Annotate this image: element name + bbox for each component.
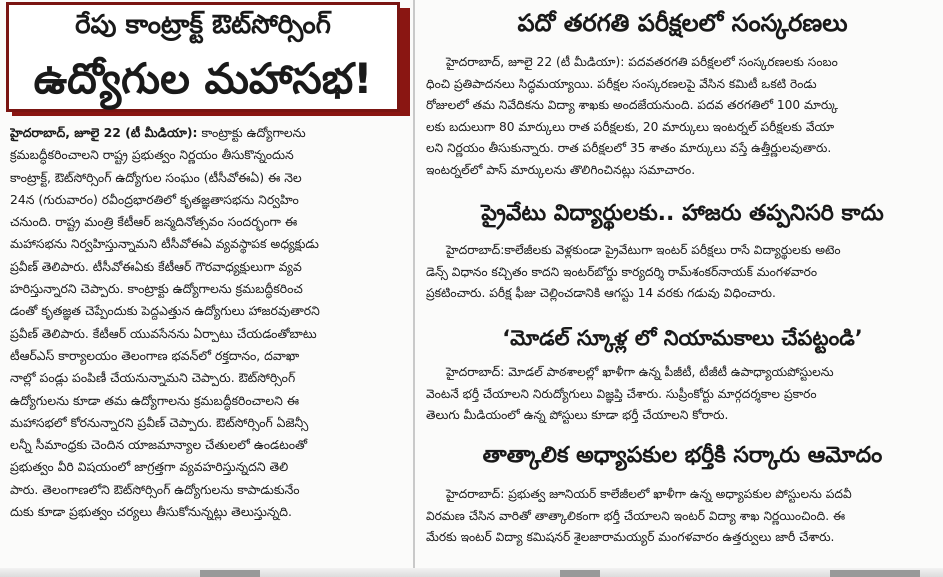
exam-reforms-line: లని నిర్ణయం తీసుకున్నారు. రాత పరీక్షలలో 35 శాతం మార్కులు వస్తే ఉత్తీర్ణులవుతారు. xyxy=(426,141,832,156)
left-story-line: ప్రవీణ్ తెలిపారు. కేటీఆర్ యువసేనను ఏర్పాటు చేయడంతోబాటు xyxy=(10,325,317,341)
left-story-line: నాల్లో పండ్లు పంపిణీ చేయనున్నామని చెప్పారు. ఔట్‌సోర్సింగ్ xyxy=(10,370,296,386)
temp-lecturers-line: విరమణ చేసిన వారితో తాత్కాలికంగా భర్తీ చేయాలని ఇంటర్ విద్యా శాఖ నిర్ణయించింది. ఈ xyxy=(426,508,846,523)
temp-lecturers-line: హైదరాబాద్: ప్రభుత్వ జూనియర్ కాలేజీలలో ఖాళీగా ఉన్న అధ్యాపకుల పోస్టులను పదవీ xyxy=(446,487,852,501)
left-story-line: మహాసభలో కోరనున్నారని ప్రవీణ్ చెప్పారు. ఔట్‌సోర్సింగ్ ఏజెన్సీ xyxy=(10,414,309,430)
exam-reforms-line: రోజులలో తమ నివేదికను విద్యా శాఖకు అందజేయనుంది. పదవ తరగతిలో 100 మార్కు xyxy=(426,98,839,113)
headline-box-shadow xyxy=(400,8,410,116)
model-schools-headline: ‘మోడల్ స్కూళ్ల లో నియామకాలు చేపట్టండి’ xyxy=(502,326,863,350)
private-students-body xyxy=(426,240,943,305)
model-schools-line: వెంటనే భర్తీ చేయాలని నిరుద్యోగులు విజ్ఞప్తి చేశారు. సుప్రీంకోర్టు మార్గదర్శకాల ప్రకారం xyxy=(426,386,817,401)
headline-box xyxy=(6,2,400,112)
scan-artifact xyxy=(560,570,600,577)
private-students-headline: ప్రైవేటు విద్యార్థులకు.. హాజరు తప్పనిసరి కాదు xyxy=(481,201,884,226)
private-students-line: ప్రకటించారు. పరీక్ష ఫీజు చెల్లించడానికి ఆగస్టు 14 వరకు గడువు విధించారు. xyxy=(426,286,776,301)
temp-lecturers-body xyxy=(426,484,943,549)
left-story-line: పారు. తెలంగాణలోని ఔట్‌సోర్సింగ్ ఉద్యోగులను కాపాడుకునేం xyxy=(10,481,300,497)
temp-lecturers-headline: తాత్కాలిక అధ్యాపకుల భర్తీకి సర్కారు ఆమోదం xyxy=(482,443,883,468)
private-students-line: డెన్స్ విధానం కచ్చితం కాదని ఇంటర్‌బోర్డు కార్యదర్శి రామ్‌శంకర్‌నాయక్ మంగళవారం xyxy=(426,264,817,279)
left-story-line: దుకు కూడా ప్రభుత్వం చర్యలు తీసుకోనున్నట్లు తెలుస్తున్నది. xyxy=(10,504,292,520)
exam-reforms-line: హైదరాబాద్, జూలై 22 (టీ మీడియా): పదవతరగతి పరీక్షలలో సంస్కరణలకు సంబం xyxy=(446,55,838,69)
left-story-line: చనుంది. రాష్ట్ర మంత్రి కేటీఆర్ జన్మదినోత్సవం సందర్భంగా ఈ xyxy=(10,214,298,230)
left-story-dateline: హైదరాబాద్, జూలై 22 (టీ మీడియా): xyxy=(10,125,198,140)
right-column xyxy=(422,0,943,577)
left-story-line: లన్నీ సీమాంధ్రకు చెందిన యాజమాన్యాల చేతులలో ఉండటంతో xyxy=(10,437,308,453)
left-story-line: క్రమబద్ధీకరించాలని రాష్ట్ర ప్రభుత్వం నిర్ణయం తీసుకొన్నందున xyxy=(10,147,294,163)
left-story-line: 24న (గురువారం) రవీంద్రభారతిలో కృతజ్ఞతాసభను నిర్వహిం xyxy=(10,191,299,207)
model-schools-line: తెలుగు మీడియంలో ఉన్న పోస్టులు కూడా భర్తీ చేయాలని కోరారు. xyxy=(426,408,729,423)
scan-artifact xyxy=(200,570,260,577)
exam-reforms-line: ఇంటర్నల్‌లో పాస్ మార్కులను తొలిగించినట్లు సమాచారం. xyxy=(426,162,696,177)
exam-reforms-body xyxy=(426,52,943,182)
left-story-line: మహాసభను నిర్వహిస్తున్నామని టీసీవోఈఏ వ్యవస్థాపక అధ్యక్షుడు xyxy=(10,236,319,252)
left-story-line: ఉద్యోగులను కూడా తమ ఉద్యోగాలను క్రమబద్ధీకరించాలని ఈ xyxy=(10,392,300,408)
left-story-line-text: కాంట్రాక్టు ఉద్యోగాలను xyxy=(197,125,306,140)
column-divider xyxy=(413,0,415,577)
exam-reforms-headline: పదో తరగతి పరీక్షలలో సంస్కరణలు xyxy=(517,9,848,37)
model-schools-body xyxy=(426,362,943,427)
scan-bottom-edge xyxy=(0,568,943,577)
left-story-line xyxy=(10,122,403,144)
left-story-line: టీఆర్ఎస్ కార్యాలయం తెలంగాణ భవన్‌లో రక్తదానం, దవాఖా xyxy=(10,347,300,363)
left-story-line: ప్రవీణ్ తెలిపారు. టీసీవోఈఏకు కేటీఆర్ గౌరవాధ్యక్షులుగా వ్యవ xyxy=(10,258,302,274)
left-story-line: కాంట్రాక్ట్, ఔట్‌సోర్సింగ్ ఉద్యోగుల సంఘం (టీసీవోఈఏ) ఈ నెల xyxy=(10,169,302,185)
exam-reforms-line: లకు బదులుగా 80 మార్కులు రాత పరీక్షలకు, 20 మార్కులు ఇంటర్నల్ పరీక్షలకు వేయా xyxy=(426,119,835,134)
model-schools-line: హైదరాబాద్: మోడల్ పాఠశాలల్లో ఖాళీగా ఉన్న పీజీటీ, టీజీటీ ఉపాధ్యాయపోస్టులను xyxy=(446,365,834,379)
scan-artifact xyxy=(830,570,920,577)
temp-lecturers-line: మేరకు ఇంటర్ విద్యా కమిషనర్ శైలజారామయ్యర్ మంగళవారం ఉత్తర్వులు జారీ చేశారు. xyxy=(426,530,835,545)
left-story-line: ప్రభుత్వం వీరి విషయంలో జాగ్రత్తగా వ్యవహరిస్తున్నదని తెలి xyxy=(10,459,289,475)
left-story xyxy=(0,0,412,577)
left-story-headline: ఉద్యోగుల మహాసభ! xyxy=(33,54,373,103)
left-story-kicker: రేపు కాంట్రాక్ట్ ఔట్‌సోర్సింగ్ xyxy=(75,10,331,40)
left-story-line: హరిస్తున్నారని చెప్పారు. కాంట్రాక్టు ఉద్యోగాలను క్రమబద్ధీకరించ xyxy=(10,281,303,297)
left-story-line: డంతో కృతజ్ఞత చెప్పేందుకు పెద్దఎత్తున ఉద్యోగులు హాజరవుతారని xyxy=(10,303,320,319)
private-students-line: హైదరాబాద్:కాలేజీలకు వెళ్లకుండా ప్రైవేటుగా ఇంటర్ పరీక్షలు రాసే విద్యార్థులకు అటెం xyxy=(446,243,841,257)
exam-reforms-line: ధించి ప్రతిపాదనలు సిద్ధమయ్యాయి. పరీక్షల సంస్కరణలపై వేసిన కమిటీ ఒకటి రెండు xyxy=(426,76,817,91)
left-story-body xyxy=(10,122,403,523)
